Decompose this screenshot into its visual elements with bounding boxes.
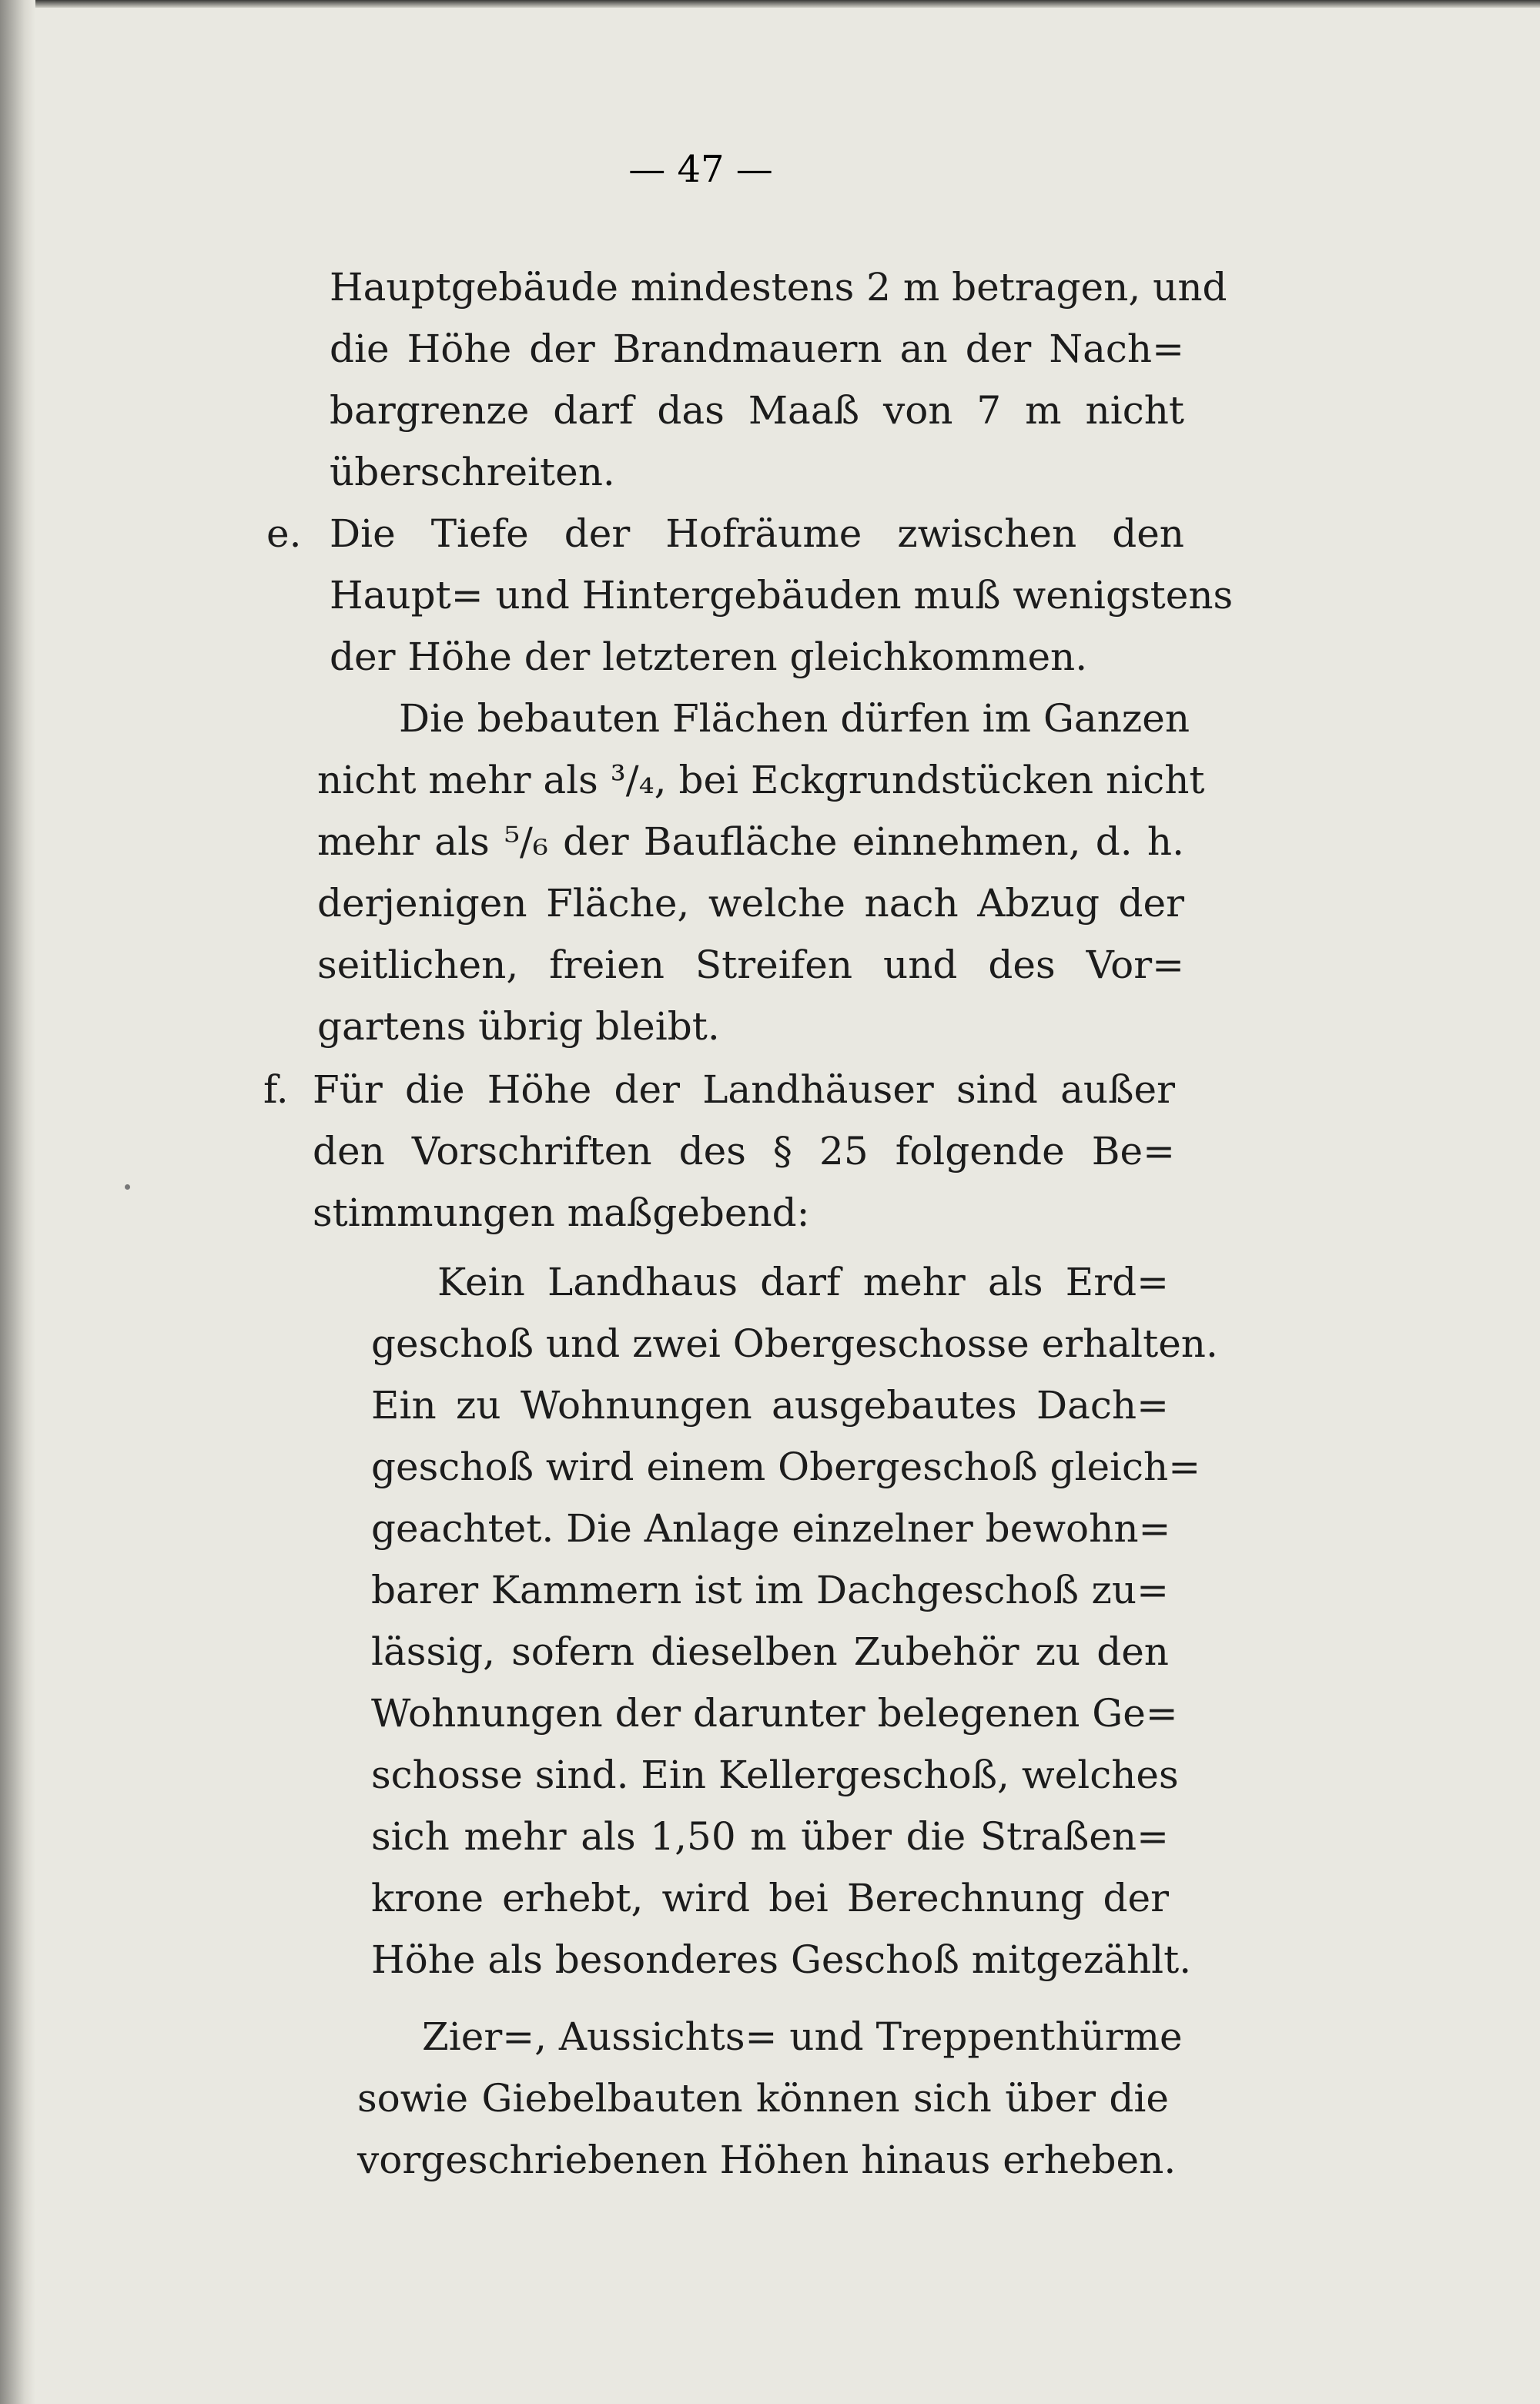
- text-line: Wohnungen der darunter belegenen Ge=: [371, 1691, 1178, 1736]
- text-line: stimmungen maßgebend:: [313, 1190, 810, 1235]
- text-line: mehr als ⁵/₆ der Baufläche einnehmen, d. h.: [317, 819, 1184, 864]
- text-line: der Höhe der letzteren gleichkommen.: [330, 634, 1088, 679]
- text-line: schosse sind. Ein Kellergeschoß, welches: [371, 1753, 1179, 1797]
- item-label-e: e.: [266, 511, 302, 556]
- text-line: überschreiten.: [330, 450, 615, 494]
- text-line: den Vorschriften des § 25 folgende Be=: [313, 1129, 1175, 1174]
- text-line: die Höhe der Brandmauern an der Nach=: [330, 326, 1184, 371]
- text-line: vorgeschriebenen Höhen hinaus erheben.: [357, 2138, 1177, 2182]
- print-speck: [125, 1184, 130, 1190]
- text-line: bargrenze darf das Maaß von 7 m nicht: [330, 388, 1184, 433]
- text-line: Die Tiefe der Hofräume zwischen den: [330, 511, 1184, 556]
- text-line: geschoß wird einem Obergeschoß gleich=: [371, 1445, 1201, 1489]
- text-line: derjenigen Fläche, welche nach Abzug der: [317, 881, 1184, 926]
- text-line: Hauptgebäude mindestens 2 m betragen, und: [330, 265, 1227, 310]
- text-line: nicht mehr als ³/₄, bei Eckgrundstücken nicht: [317, 758, 1205, 802]
- text-line: lässig, sofern dieselben Zubehör zu den: [371, 1629, 1169, 1674]
- text-line: Zier=, Aussichts= und Treppenthürme: [422, 2014, 1183, 2059]
- text-line: Für die Höhe der Landhäuser sind außer: [313, 1067, 1175, 1112]
- text-line: gartens übrig bleibt.: [317, 1004, 720, 1049]
- text-line: Kein Landhaus darf mehr als Erd=: [437, 1260, 1169, 1304]
- text-line: krone erhebt, wird bei Berechnung der: [371, 1876, 1169, 1920]
- text-line: Ein zu Wohnungen ausgebautes Dach=: [371, 1383, 1169, 1428]
- text-line: Höhe als besonderes Geschoß mitgezählt.: [371, 1937, 1192, 1982]
- text-line: geachtet. Die Anlage einzelner bewohn=: [371, 1506, 1171, 1551]
- text-line: Die bebauten Flächen dürfen im Ganzen: [399, 696, 1190, 741]
- item-label-f: f.: [263, 1067, 289, 1112]
- text-line: barer Kammern ist im Dachgeschoß zu=: [371, 1568, 1169, 1612]
- text-line: seitlichen, freien Streifen und des Vor=: [317, 943, 1184, 987]
- text-line: Haupt= und Hintergebäuden muß wenigstens: [330, 573, 1234, 618]
- text-line: sowie Giebelbauten können sich über die: [357, 2076, 1169, 2121]
- text-line: geschoß und zwei Obergeschosse erhalten.: [371, 1321, 1218, 1366]
- page-number: — 47 —: [628, 148, 773, 191]
- text-line: sich mehr als 1,50 m über die Straßen=: [371, 1814, 1169, 1859]
